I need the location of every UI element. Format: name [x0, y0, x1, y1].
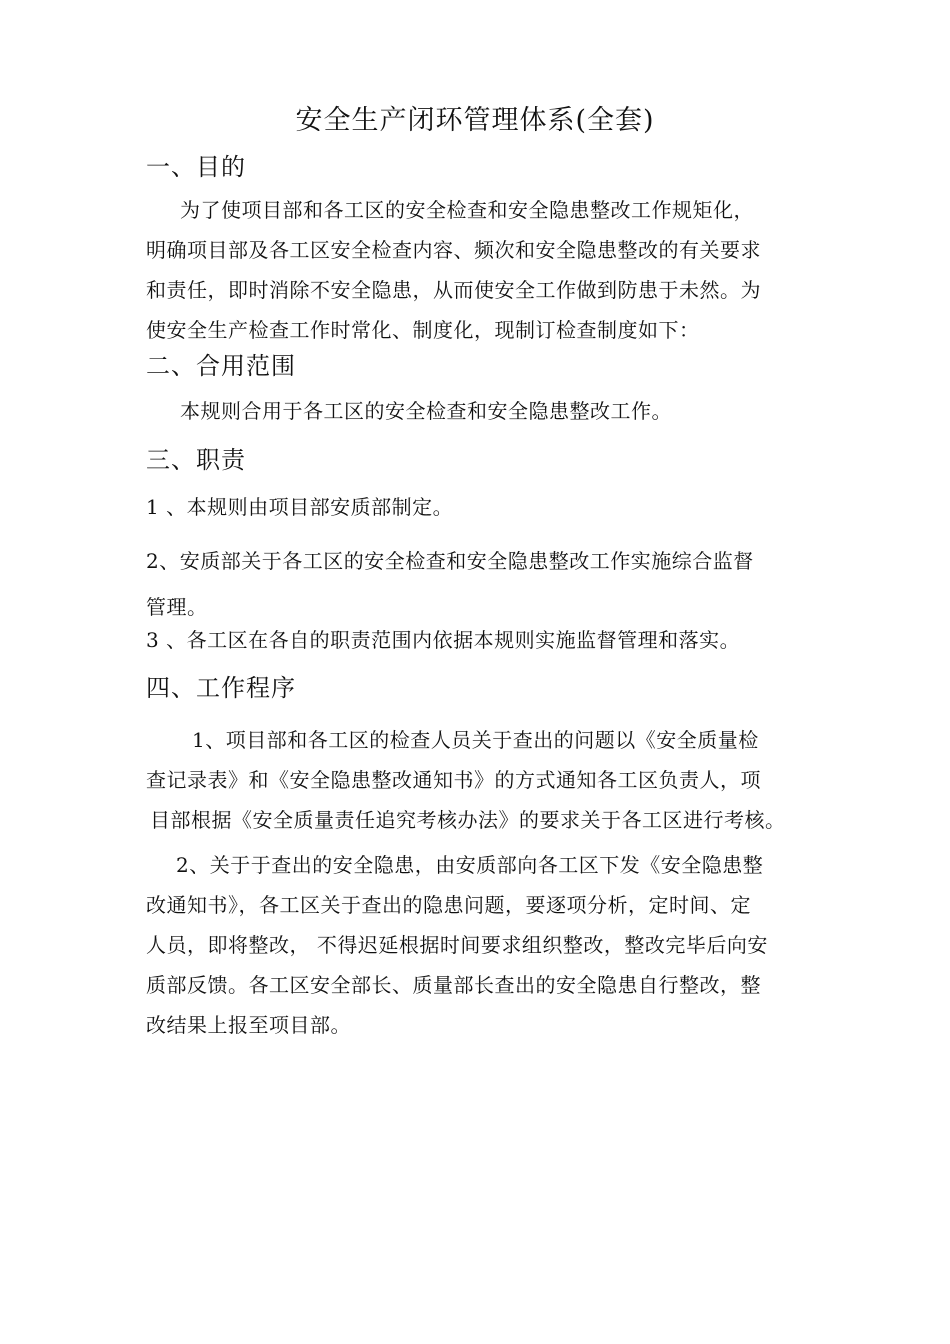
- section-heading-scope: 二、合用范围: [146, 352, 296, 380]
- section-heading-procedure: 四、工作程序: [146, 674, 296, 702]
- paragraph-line: 1、项目部和各工区的检查人员关于查出的问题以《安全质量检: [192, 728, 759, 752]
- paragraph-line: 使安全生产检查工作时常化、制度化，现制订检查制度如下：: [146, 318, 700, 342]
- paragraph-line: 改结果上报至项目部。: [146, 1013, 351, 1037]
- paragraph-line: 为了使项目部和各工区的安全检查和安全隐患整改工作规矩化，: [180, 198, 754, 222]
- section-heading-responsibilities: 三、职责: [146, 446, 246, 474]
- procedure-item-2: [146, 845, 826, 1045]
- paragraph-line: 1 、本规则由项目部安质部制定。: [146, 495, 454, 519]
- paragraph-line: 质部反馈。各工区安全部长、质量部长查出的安全隐患自行整改，整: [146, 973, 761, 997]
- document-title: 安全生产闭环管理体系(全套): [295, 105, 655, 136]
- section-heading-purpose: 一、目的: [146, 153, 246, 181]
- paragraph-line: 人员，即将整改， 不得迟延根据时间要求组织整改，整改完毕后向安: [146, 933, 768, 957]
- paragraph-line: 管理。: [146, 595, 208, 619]
- paragraph-line: 2、关于于查出的安全隐患，由安质部向各工区下发《安全隐患整: [176, 853, 764, 877]
- paragraph-line: 和责任，即时消除不安全隐患，从而使安全工作做到防患于未然。为: [146, 278, 761, 302]
- paragraph-line: 查记录表》和《安全隐患整改通知书》的方式通知各工区负责人，项: [146, 768, 761, 792]
- responsibility-item-1: [146, 493, 826, 521]
- paragraph-line: 3 、各工区在各自的职责范围内依据本规则实施监督管理和落实。: [146, 628, 741, 652]
- paragraph-line: 2、安质部关于各工区的安全检查和安全隐患整改工作实施综合监督: [146, 549, 754, 573]
- paragraph-line: 本规则合用于各工区的安全检查和安全隐患整改工作。: [180, 399, 672, 423]
- procedure-item-1: [146, 720, 826, 840]
- paragraph-line: 明确项目部及各工区安全检查内容、频次和安全隐患整改的有关要求: [146, 238, 761, 262]
- paragraph-line: 目部根据《安全质量责任追究考核办法》的要求关于各工区进行考核。: [150, 808, 786, 832]
- responsibility-item-2: [146, 538, 826, 630]
- responsibility-item-3: [146, 626, 826, 654]
- paragraph-line: 改通知书》，各工区关于查出的隐患问题，要逐项分析，定时间、定: [146, 893, 751, 917]
- paragraph-purpose: [146, 190, 826, 350]
- paragraph-scope: [146, 397, 826, 425]
